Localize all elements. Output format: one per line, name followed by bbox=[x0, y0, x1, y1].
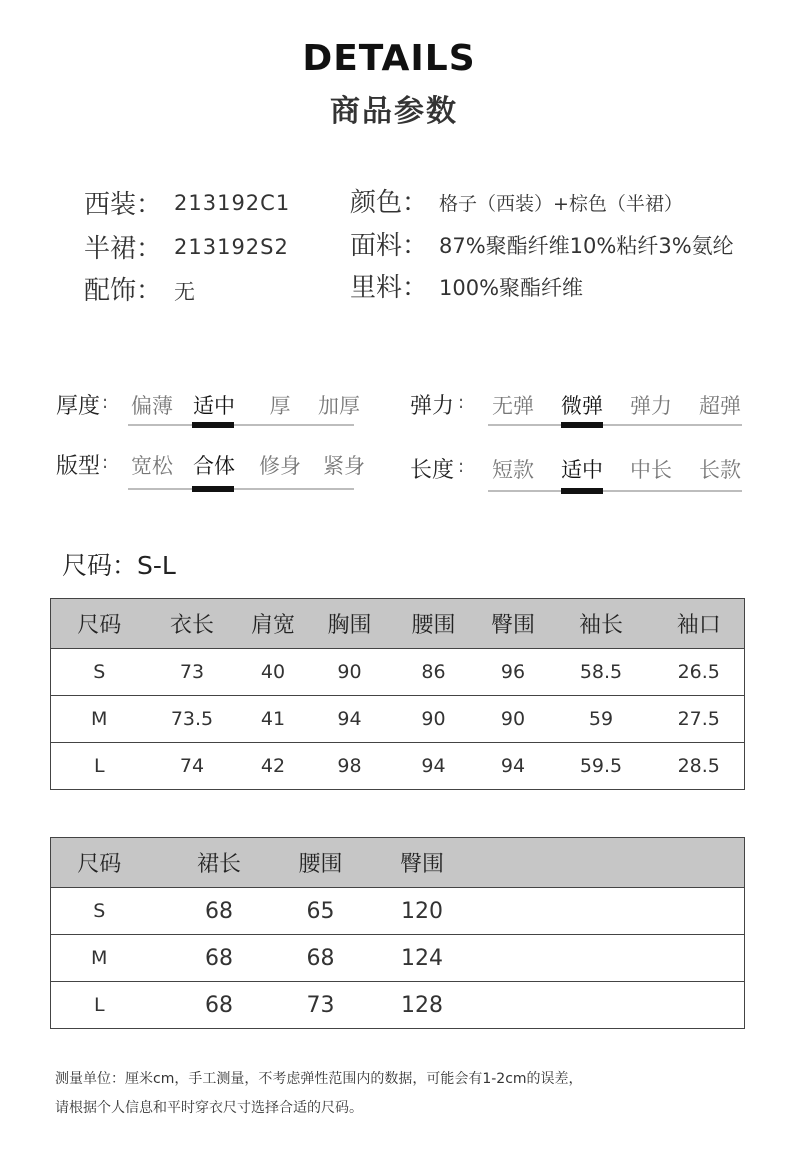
attribute-label: 版型 bbox=[56, 454, 101, 479]
table-cell: 65 bbox=[291, 888, 351, 935]
attribute-colon: : bbox=[102, 452, 109, 473]
table-cell: 94 bbox=[500, 755, 526, 777]
table-cell: 41 bbox=[237, 696, 310, 743]
table-cell: 90 bbox=[390, 696, 478, 743]
spec-label-accessory: 配饰： bbox=[84, 276, 163, 306]
spec-value-accessory: 无 bbox=[174, 280, 196, 304]
table-row bbox=[51, 935, 745, 982]
header-cell: 臀围 bbox=[478, 599, 549, 649]
attribute-track bbox=[128, 488, 354, 490]
option-thick: 厚 bbox=[269, 394, 291, 418]
table-cell: 73 bbox=[306, 992, 335, 1018]
header-cell: 尺码 bbox=[51, 838, 148, 888]
table-cell bbox=[494, 982, 745, 1029]
attribute-label: 厚度 bbox=[56, 394, 101, 419]
attribute-colon: : bbox=[102, 392, 109, 413]
selected-indicator bbox=[192, 422, 234, 428]
option-stretch: 弹力 bbox=[630, 394, 672, 418]
table-row bbox=[51, 743, 745, 790]
table-row bbox=[51, 649, 745, 696]
option-regular-length: 适中 bbox=[561, 458, 603, 482]
option-short: 短款 bbox=[492, 458, 534, 482]
table-row bbox=[51, 696, 745, 743]
option-long: 长款 bbox=[699, 458, 741, 482]
option-slight-stretch: 微弹 bbox=[561, 394, 603, 418]
spec-label-skirt: 半裙： bbox=[84, 234, 163, 264]
spec-label-lining: 里料： bbox=[350, 273, 429, 303]
attribute-track bbox=[488, 490, 742, 492]
selected-indicator bbox=[561, 488, 603, 494]
option-medium: 适中 bbox=[193, 394, 235, 418]
table-cell: M bbox=[51, 696, 148, 743]
page-title-cn: 商品参数 bbox=[330, 94, 458, 129]
attribute-colon: : bbox=[458, 392, 465, 413]
header-cell: 裙长 bbox=[148, 838, 291, 888]
table-cell: 74 bbox=[179, 755, 205, 777]
header-cell bbox=[494, 838, 745, 888]
measurement-note-line-1: 测量单位：厘米cm，手工测量，不考虑弹性范围内的数据，可能会有1-2cm的误差， bbox=[55, 1071, 583, 1087]
option-thin: 偏薄 bbox=[131, 394, 173, 418]
header-cell: 腰围 bbox=[291, 838, 351, 888]
table-cell: L bbox=[93, 755, 105, 777]
option-loose: 宽松 bbox=[131, 454, 173, 478]
option-super-stretch: 超弹 bbox=[699, 394, 741, 418]
table-cell: 27.5 bbox=[654, 696, 745, 743]
page-title-en: DETAILS bbox=[302, 38, 476, 79]
table-cell: 40 bbox=[237, 649, 310, 696]
table-row bbox=[51, 888, 745, 935]
spec-value-skirt: 213192S2 bbox=[174, 235, 289, 259]
attribute-colon: : bbox=[458, 456, 465, 477]
spec-label-jacket: 西装： bbox=[84, 190, 163, 220]
table-cell: 59.5 bbox=[579, 755, 623, 777]
header-cell: 腰围 bbox=[390, 599, 478, 649]
option-slim: 修身 bbox=[259, 454, 301, 478]
header-cell: 袖长 bbox=[549, 599, 654, 649]
table-cell: 68 bbox=[205, 992, 233, 1018]
header-cell: 袖口 bbox=[654, 599, 745, 649]
measurement-note-line-2: 请根据个人信息和平时穿衣尺寸选择合适的尺码。 bbox=[55, 1100, 363, 1116]
table-cell: 90 bbox=[478, 696, 549, 743]
table-cell: 90 bbox=[310, 649, 390, 696]
table-cell: 68 bbox=[148, 935, 291, 982]
table-cell: 98 bbox=[337, 755, 362, 777]
table-cell: 96 bbox=[478, 649, 549, 696]
header-cell: 肩宽 bbox=[237, 599, 310, 649]
table-cell: 42 bbox=[260, 755, 286, 777]
option-mid-long: 中长 bbox=[630, 458, 672, 482]
table-cell: 73 bbox=[148, 649, 237, 696]
spec-value-jacket: 213192C1 bbox=[174, 191, 291, 215]
table-cell: 120 bbox=[351, 888, 494, 935]
table-cell: M bbox=[51, 935, 148, 982]
table-cell: S bbox=[51, 888, 148, 935]
table-cell: 86 bbox=[390, 649, 478, 696]
table-cell: 124 bbox=[351, 935, 494, 982]
table-cell: 94 bbox=[421, 755, 446, 777]
selected-indicator bbox=[561, 422, 603, 428]
spec-label-color: 颜色： bbox=[350, 188, 429, 218]
option-regular: 合体 bbox=[193, 454, 235, 478]
option-tight: 紧身 bbox=[323, 454, 365, 478]
table-cell: 28.5 bbox=[677, 755, 720, 777]
option-extra-thick: 加厚 bbox=[318, 394, 360, 418]
table-header-row bbox=[51, 599, 745, 649]
spec-label-fabric: 面料： bbox=[350, 231, 429, 261]
table-cell: S bbox=[51, 649, 148, 696]
table-cell: 68 bbox=[291, 935, 351, 982]
jacket-size-table bbox=[50, 598, 745, 790]
header-cell: 臀围 bbox=[351, 838, 494, 888]
header-cell: 胸围 bbox=[310, 599, 390, 649]
attribute-label: 弹力 bbox=[410, 394, 455, 419]
attribute-label: 长度 bbox=[410, 458, 455, 483]
attribute-track bbox=[488, 424, 742, 426]
spec-value-lining: 100%聚酯纤维 bbox=[439, 276, 584, 300]
table-cell bbox=[494, 888, 745, 935]
table-header-row bbox=[51, 838, 745, 888]
attribute-track bbox=[128, 424, 354, 426]
option-no-stretch: 无弹 bbox=[492, 394, 534, 418]
skirt-size-table bbox=[50, 837, 745, 1029]
table-cell: 128 bbox=[401, 992, 443, 1018]
selected-indicator bbox=[192, 486, 234, 492]
table-cell bbox=[494, 935, 745, 982]
header-cell: 尺码 bbox=[51, 599, 148, 649]
table-row bbox=[51, 982, 745, 1029]
table-cell: 58.5 bbox=[549, 649, 654, 696]
size-range-label: 尺码：S-L bbox=[62, 551, 176, 580]
header-cell: 衣长 bbox=[148, 599, 237, 649]
table-cell: L bbox=[93, 994, 105, 1016]
table-cell: 26.5 bbox=[654, 649, 745, 696]
spec-value-color: 格子（西装）+棕色（半裙） bbox=[439, 193, 683, 215]
table-cell: 68 bbox=[148, 888, 291, 935]
table-cell: 94 bbox=[310, 696, 390, 743]
spec-value-fabric: 87%聚酯纤维10%粘纤3%氨纶 bbox=[439, 234, 734, 258]
table-cell: 73.5 bbox=[148, 696, 237, 743]
table-cell: 59 bbox=[549, 696, 654, 743]
